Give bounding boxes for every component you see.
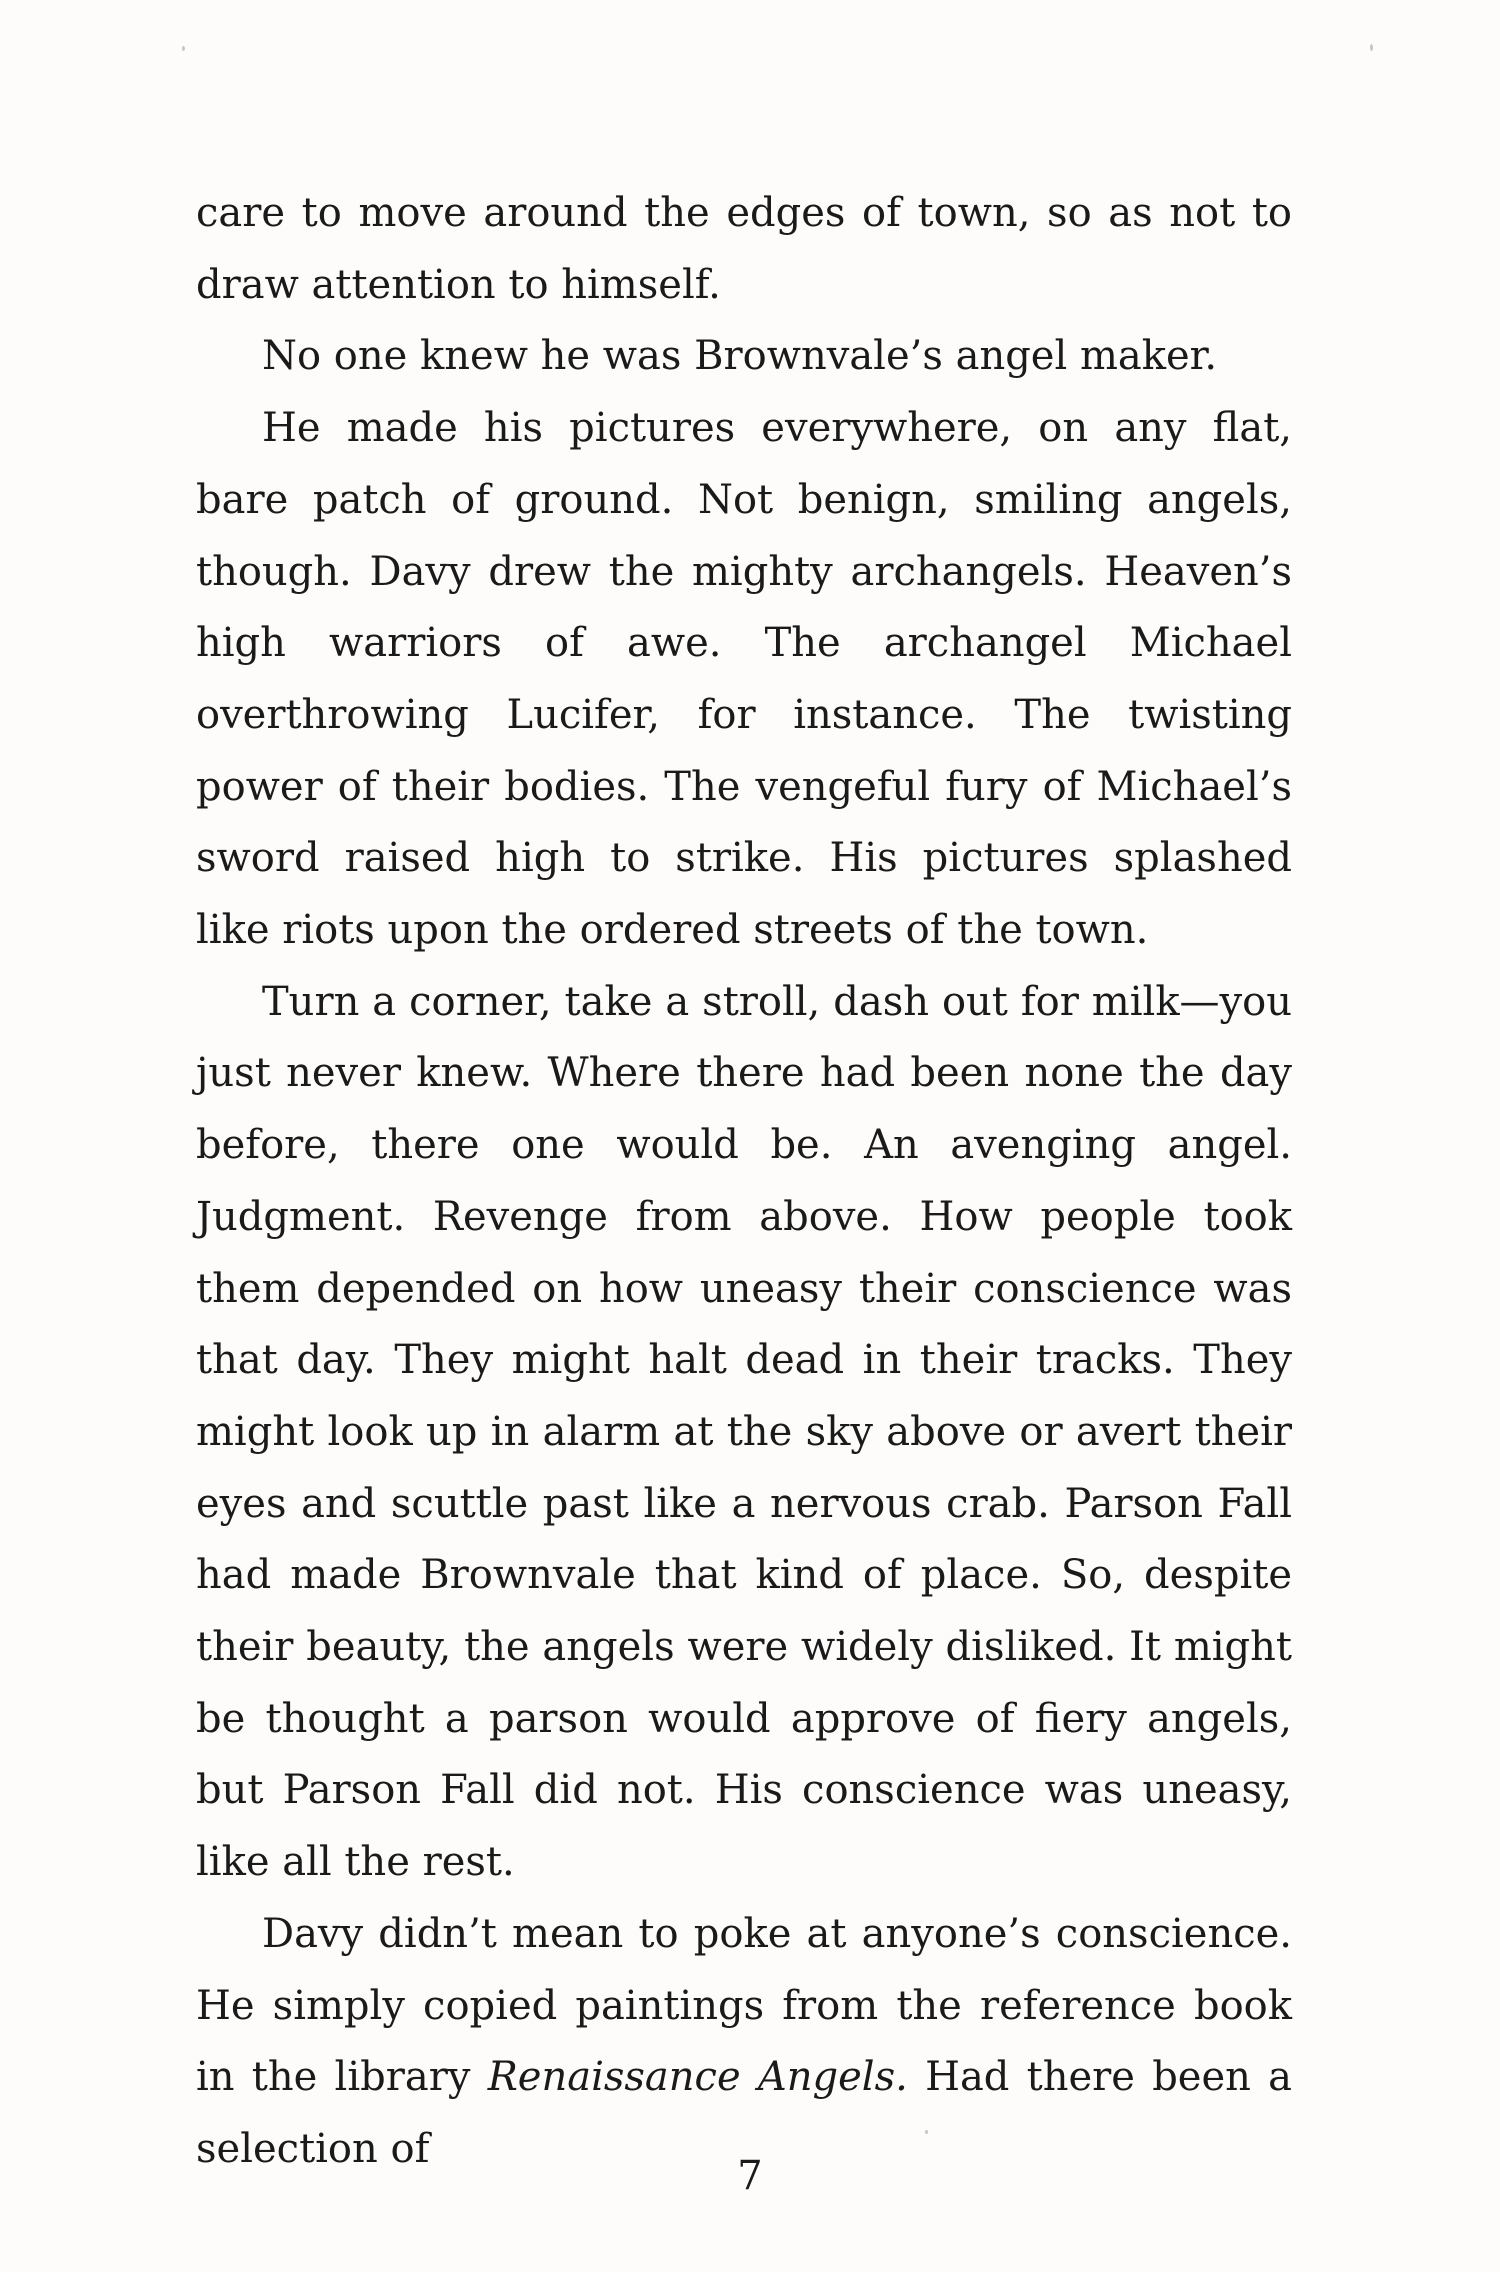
paragraph-text: care to move around the edges of town, so as not to draw attention to himself. <box>196 190 1292 308</box>
paragraph <box>196 321 1292 393</box>
body-text <box>196 178 1292 2186</box>
paragraph <box>196 393 1292 967</box>
paper-speck <box>182 46 185 51</box>
paragraph-text: He made his pictures everywhere, on any flat, bare patch of ground. Not benign, smiling angels, though. Davy drew the mighty archangels. Heaven’s high warriors of awe. The archangel Michael overthrowing Lucifer, for instance. The twisting power of their bodies. The vengeful fury of Michael’s sword raised high to strike. His pictures splashed like riots upon the ordered streets of the town. <box>196 405 1292 954</box>
paper-speck <box>1370 44 1373 51</box>
paragraph-text: No one knew he was Brownvale’s angel maker. <box>262 333 1218 380</box>
paragraph-text: Turn a corner, take a stroll, dash out for milk—you just never knew. Where there had been none the day before, there one would be. An avenging angel. Judgment. Revenge from above. How people took them depended on how uneasy their conscience was that day. They might halt dead in their tracks. They might look up in alarm at the sky above or avert their eyes and scuttle past like a nervous crab. Parson Fall had made Brownvale that kind of place. So, despite their beauty, the angels were widely disliked. It might be thought a parson would approve of fiery angels, but Parson Fall did not. His conscience was uneasy, like all the rest. <box>196 978 1292 1886</box>
paragraph <box>196 967 1292 1899</box>
paragraph-text: Had there been a selection of <box>196 2054 1292 2172</box>
book-title: Renaissance Angels. <box>487 2054 908 2101</box>
page-number: 7 <box>737 2153 763 2199</box>
paragraph-text: Davy didn’t mean to poke at anyone’s conscience. He simply copied paintings from the reference book in the library <box>196 1910 1292 2101</box>
paragraph <box>196 1899 1292 2186</box>
paragraph <box>196 178 1292 321</box>
